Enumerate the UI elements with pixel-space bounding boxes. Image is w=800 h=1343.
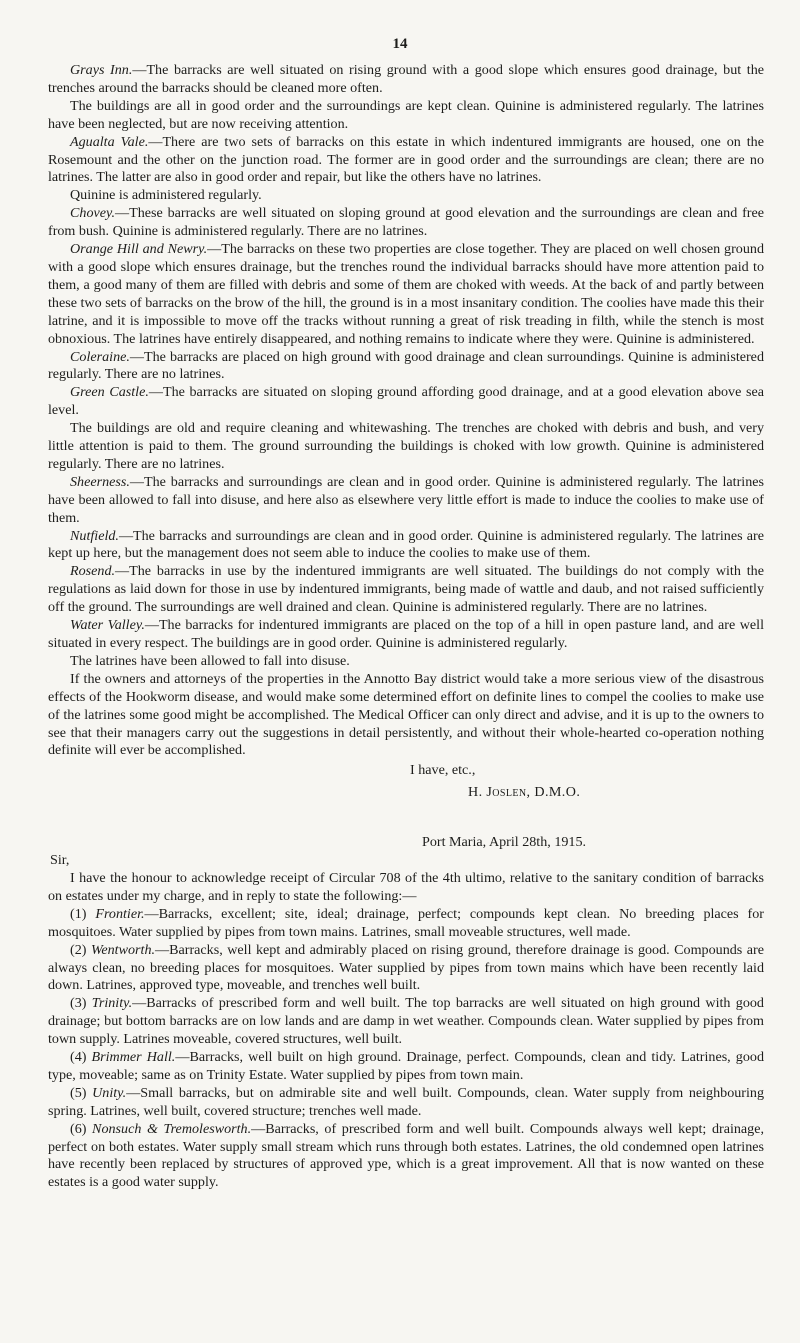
report-paragraph [48,653,764,671]
entry-text: The buildings are old and require cleaning and whitewashing. The trenches are choked with debris and bush, and very little attention is paid to them. The ground surrounding the buildings is choked with low growth. Quinine is administered regularly. There are no latrines. [48,420,764,472]
estate-item [48,995,764,1049]
entry-text: —The barracks and surroundings are clean and in good order. Quinine is administered regularly. The latrines have been allowed to fall into disuse, and here also as elsewhere very little effort is made to induce the coolies to make use of them. [48,473,764,526]
entry-text: Quinine is administered regularly. [70,187,262,204]
signature: H. Joslen, D.M.O. [468,784,581,801]
entry-text: —The barracks and surroundings are clean and in good order. Quinine is administered regularly. The latrines are kept up here, but the management does not seem able to induce the coolies to make use of them. [48,527,764,562]
entry-heading: Water Valley. [70,617,145,634]
report-paragraph [48,241,764,348]
entry-text: —Small barracks, but on admirable site and well built. Compounds, clean. Water supply from neighbouring spring. Latrines, well built, covered structure; trenches well made. [48,1084,764,1119]
entry-text: —These barracks are well situated on sloping ground at good elevation and the surroundings are clean and free from bush. Quinine is administered regularly. There are no latrines. [48,205,764,240]
report-paragraph [48,563,764,617]
entry-heading: Chovey. [70,205,116,222]
entry-heading: (5) Unity. [70,1084,127,1101]
estate-items [48,906,764,1193]
report-paragraph [48,671,764,761]
entry-heading: Sheerness. [70,473,130,490]
entry-text: The buildings are all in good order and the surroundings are kept clean. Quinine is administered regularly. The latrines have been neglected, but are now receiving attention. [48,97,764,132]
entry-heading: Agualta Vale. [70,133,149,150]
entry-text: —The barracks are placed on high ground with good drainage and clean surroundings. Quinine is administered regularly. There are no latrines. [48,348,764,383]
estate-item [48,1049,764,1085]
entry-text: —The barracks are well situated on rising ground with a good slope which ensures good drainage, but the trenches around the barracks should be cleaned more often. [48,62,764,96]
estate-item [48,1121,764,1193]
entry-heading: Green Castle. [70,384,149,401]
entry-heading: (1) Frontier. [70,905,145,922]
report-paragraph [48,474,764,528]
report-paragraph [48,349,764,385]
document-body [48,62,764,1192]
entry-heading: Grays Inn. [70,62,133,78]
entry-text: If the owners and attorneys of the properties in the Annotto Bay district would take a more serious view of the disastrous effects of the Hookworm disease, and would make some determined effort on definite lines to compel the coolies to make use of the latrines some good might be accomplished. The Medical Officer can only direct and advise, and it is up to the owners to see that their managers carry out the suggestions in detail persistently, and without their whole-hearted co-operation nothing definite will ever be accomplished. [48,670,764,759]
report-paragraphs [48,62,764,760]
entry-heading: Rosend. [70,563,116,580]
estate-item [48,1085,764,1121]
report-paragraph [48,205,764,241]
report-paragraph [48,187,764,205]
report-paragraph [48,384,764,420]
letter-intro: I have the honour to acknowledge receipt of Circular 708 of the 4th ultimo, relative to the sanitary condition of barracks on estates under my charge, and in reply to state the following:— [48,869,764,904]
entry-heading: Coleraine. [70,348,130,365]
entry-text: —Barracks, well kept and admirably placed on rising ground, therefore drainage is good. Compounds are always clean, no breeding places for mosquitoes. Water supplied by pipes from town mains which have been recently laid down. Latrines, approved type, moveable, and trenches well built. [48,941,764,994]
report-paragraph [48,617,764,653]
entry-text: —Barracks, excellent; site, ideal; drainage, perfect; compounds kept clean. No breeding places for mosquitoes. Water supplied by pipes from town mains. Latrines, small moveable structures, well made. [48,905,764,940]
entry-heading: (6) Nonsuch & Tremolesworth. [70,1120,252,1137]
page-number: 14 [392,36,408,52]
entry-heading: (4) Brimmer Hall. [70,1049,176,1066]
entry-text: The latrines have been allowed to fall into disuse. [70,652,350,669]
entry-heading: (3) Trinity. [70,995,133,1012]
report-paragraph [48,420,764,474]
estate-item [48,942,764,996]
report-paragraph [48,134,764,188]
entry-heading: (2) Wentworth. [70,941,156,958]
entry-text: —The barracks are situated on sloping ground affording good drainage, and at a good elevation above sea level. [48,384,764,419]
estate-item [48,906,764,942]
entry-text: —Barracks, well built on high ground. Drainage, perfect. Compounds, clean and tidy. Latrines, good type, moveable; same as on Trinity Estate. Water supplied by pipes from town main. [48,1049,764,1083]
entry-text: —Barracks of prescribed form and well built. The top barracks are well situated on high ground with good drainage; but bottom barracks are on low lands and are damp in wet weather. Compounds clean. Water supplied by pipes from town supply. Latrines moveable, covered structures, well built. [48,995,764,1048]
report-paragraph [48,62,764,98]
entry-text: —The barracks in use by the indentured immigrants are well situated. The buildings do not comply with the regulations as laid down for those in use by indentured immigrants, being made of wattle and daub, and not raised sufficiently off the ground. The surroundings are well drained and clean. Quinine is administered regularly. There are no latrines. [48,563,764,616]
entry-text: —The barracks on these two properties are close together. They are placed on well chosen ground with a good slope which ensures drainage, but the trenches round the individual barracks should have more attention paid to them, a good many of them are filled with debris and some of them are choked with weeds. At the back of and partly between these two sets of barracks on the brow of the hill, the ground is in a most insanitary condition. The coolies have made this their latrine, and it is impossible to move off the tracks without running a great of risk treading in filth, while the stench is most obnoxious. The latrines have entirely disappeared, and nothing remains to indicate where they were. Quinine is administered. [48,241,764,347]
closing: I have, etc., [410,762,476,779]
report-paragraph [48,98,764,134]
entry-text: —Barracks, of prescribed form and well built. Compounds always well kept; drainage, perfect on both estates. Water supply small stream which runs through both estates. Latrines, the old condemned open latrines have recently been replaced by structures of approved ype, which is a great improvement. All that is now wanted on these estates is a good water supply. [48,1120,764,1191]
entry-text: —The barracks for indentured immigrants are placed on the top of a hill in open pasture land, and are well situated in every respect. The buildings are in good order. Quinine is administered regularly. [48,617,764,651]
report-paragraph [48,528,764,564]
salutation: Sir, [50,852,70,869]
entry-heading: Orange Hill and Newry. [70,241,208,258]
entry-text: —There are two sets of barracks on this estate in which indentured immigrants are housed, one on the Rosemount and the other on the junction road. The former are in good order and the surroundings are clean; there are no latrines. The latter are also in good order and repair, but like the others have no latrines. [48,133,764,186]
place-date: Port Maria, April 28th, 1915. [422,834,587,851]
entry-heading: Nutfield. [70,527,119,544]
section-gap [48,802,764,834]
